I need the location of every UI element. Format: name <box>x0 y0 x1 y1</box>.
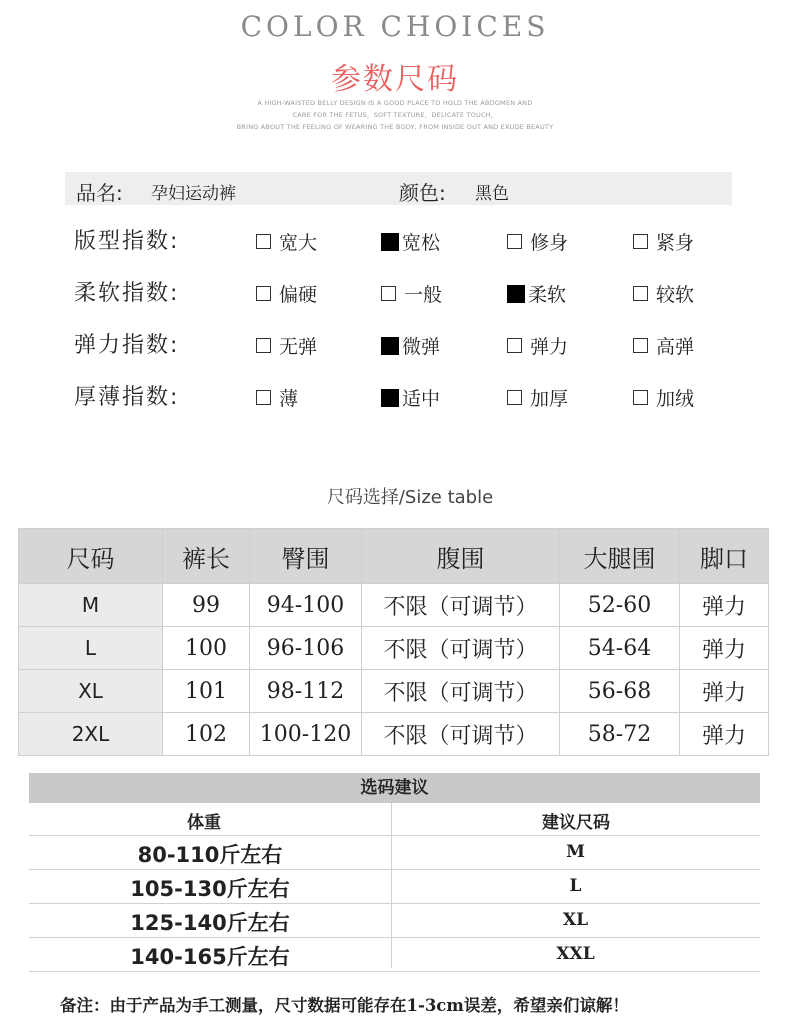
recommendation-row <box>29 836 760 870</box>
recommendation-header <box>29 803 760 836</box>
tagline-line: A HIGH-WAISTED BELLY DESIGN IS A GOOD PLACE TO HOLD THE ABDOMEN AND <box>257 99 533 107</box>
size-table-cell: 弹力 <box>680 627 769 670</box>
product-color-value: 黑色 <box>475 184 509 204</box>
size-table-cell: 54-64 <box>560 627 680 670</box>
size-table-caption: 尺码选择/Size table <box>326 487 494 508</box>
tagline-line: CARE FOR THE FETUS，SOFT TEXTURE，DELICATE TOUCH， <box>292 111 498 119</box>
header-tagline <box>0 97 790 133</box>
parameter-option <box>507 228 568 255</box>
option-label: 宽松 <box>402 232 441 254</box>
checkbox-icon <box>633 286 648 301</box>
size-table-row <box>19 670 769 713</box>
size-table-cell: 100-120 <box>250 713 362 756</box>
recommendation-row <box>29 938 760 972</box>
parameter-option <box>633 228 694 255</box>
checkbox-icon <box>256 234 271 249</box>
weight-value: 80-110斤左右 <box>137 843 283 867</box>
size-table-cell: L <box>19 627 163 670</box>
parameter-option <box>256 228 317 255</box>
size-table-cell: 102 <box>163 713 250 756</box>
option-label: 薄 <box>279 388 299 410</box>
size-table-header-row <box>19 529 769 584</box>
checkbox-icon <box>256 286 271 301</box>
size-table-header-cell: 脚口 <box>680 529 769 584</box>
size-table <box>18 528 769 756</box>
parameter-option <box>633 332 694 359</box>
size-table-cell: 99 <box>163 584 250 627</box>
recommended-size-value: XXL <box>556 944 595 964</box>
size-table-cell: 不限（可调节） <box>362 584 560 627</box>
parameter-option <box>256 280 317 307</box>
size-table-cell: 100 <box>163 627 250 670</box>
size-table-cell: 不限（可调节） <box>362 713 560 756</box>
option-label: 无弹 <box>279 336 318 358</box>
weight-value: 125-140斤左右 <box>130 911 290 935</box>
parameter-option <box>256 332 317 359</box>
size-table-cell: 96-106 <box>250 627 362 670</box>
checkbox-icon <box>381 286 396 301</box>
size-table-cell: 98-112 <box>250 670 362 713</box>
option-label: 宽大 <box>279 232 318 254</box>
option-label: 加绒 <box>656 388 695 410</box>
option-label: 较软 <box>656 284 695 306</box>
recommended-size-value: L <box>569 876 582 896</box>
option-label: 适中 <box>402 388 441 410</box>
parameter-option <box>256 384 298 411</box>
size-column-header: 建议尺码 <box>542 813 610 833</box>
parameter-option <box>381 332 440 359</box>
option-label: 柔软 <box>528 284 567 306</box>
parameter-label: 厚薄指数: <box>74 385 180 410</box>
size-table-header-cell: 尺码 <box>19 529 163 584</box>
size-table-header-cell: 臀围 <box>250 529 362 584</box>
recommendation-row <box>29 904 760 938</box>
size-table-header-cell: 大腿围 <box>560 529 680 584</box>
parameter-option <box>633 280 694 307</box>
parameter-option <box>507 280 566 307</box>
product-info-bar <box>65 172 732 205</box>
header-title: COLOR CHOICES <box>240 10 550 43</box>
option-label: 高弹 <box>656 336 695 358</box>
option-label: 一般 <box>404 284 443 306</box>
size-table-cell: 弹力 <box>680 584 769 627</box>
recommended-size-value: M <box>566 842 585 862</box>
size-table-cell: 58-72 <box>560 713 680 756</box>
size-table-header-cell: 裤长 <box>163 529 250 584</box>
checked-box-icon <box>507 285 525 303</box>
parameter-option <box>381 228 440 255</box>
parameter-option <box>507 332 568 359</box>
weight-value: 105-130斤左右 <box>130 877 290 901</box>
weight-column-header: 体重 <box>187 813 221 833</box>
tagline-line: BRING ABOUT THE FEELING OF WEARING THE BODY, FROM INSIDE OUT AND EXUDE BEAUTY <box>236 123 554 131</box>
checkbox-icon <box>507 234 522 249</box>
size-table-row <box>19 627 769 670</box>
header-subtitle: 参数尺码 <box>331 62 459 97</box>
parameter-option <box>381 384 440 411</box>
size-table-cell: 弹力 <box>680 670 769 713</box>
parameter-option <box>507 384 568 411</box>
checked-box-icon <box>381 233 399 251</box>
checkbox-icon <box>507 338 522 353</box>
size-table-cell: 弹力 <box>680 713 769 756</box>
product-color-label: 颜色: <box>399 181 446 205</box>
size-table-cell: 94-100 <box>250 584 362 627</box>
measurement-note: 备注：由于产品为手工测量，尺寸数据可能存在1-3cm误差，希望亲们谅解！ <box>60 996 629 1015</box>
checkbox-icon <box>256 338 271 353</box>
size-table-cell: 2XL <box>19 713 163 756</box>
size-table-header-cell: 腹围 <box>362 529 560 584</box>
option-label: 微弹 <box>402 336 441 358</box>
size-table-row <box>19 713 769 756</box>
size-table-cell: 56-68 <box>560 670 680 713</box>
checkbox-icon <box>507 390 522 405</box>
weight-value: 140-165斤左右 <box>130 945 290 969</box>
option-label: 紧身 <box>656 232 695 254</box>
size-table-cell: 不限（可调节） <box>362 627 560 670</box>
recommended-size-value: XL <box>562 910 589 930</box>
checkbox-icon <box>633 234 648 249</box>
checkbox-icon <box>256 390 271 405</box>
checked-box-icon <box>381 389 399 407</box>
size-table-cell: 101 <box>163 670 250 713</box>
size-table-cell: M <box>19 584 163 627</box>
option-label: 弹力 <box>530 336 569 358</box>
product-name-value: 孕妇运动裤 <box>151 184 236 204</box>
parameter-label: 版型指数: <box>74 229 180 254</box>
parameter-option <box>381 280 442 307</box>
option-label: 加厚 <box>530 388 569 410</box>
size-table-cell: 52-60 <box>560 584 680 627</box>
size-table-cell: XL <box>19 670 163 713</box>
option-label: 偏硬 <box>279 284 318 306</box>
recommendation-title: 选码建议 <box>29 773 760 803</box>
checkbox-icon <box>633 390 648 405</box>
parameter-option <box>633 384 694 411</box>
product-name-label: 品名: <box>76 181 123 205</box>
option-label: 修身 <box>530 232 569 254</box>
checked-box-icon <box>381 337 399 355</box>
checkbox-icon <box>633 338 648 353</box>
parameter-label: 弹力指数: <box>74 333 180 358</box>
size-table-cell: 不限（可调节） <box>362 670 560 713</box>
recommendation-row <box>29 870 760 904</box>
parameter-label: 柔软指数: <box>74 281 180 306</box>
size-table-row <box>19 584 769 627</box>
